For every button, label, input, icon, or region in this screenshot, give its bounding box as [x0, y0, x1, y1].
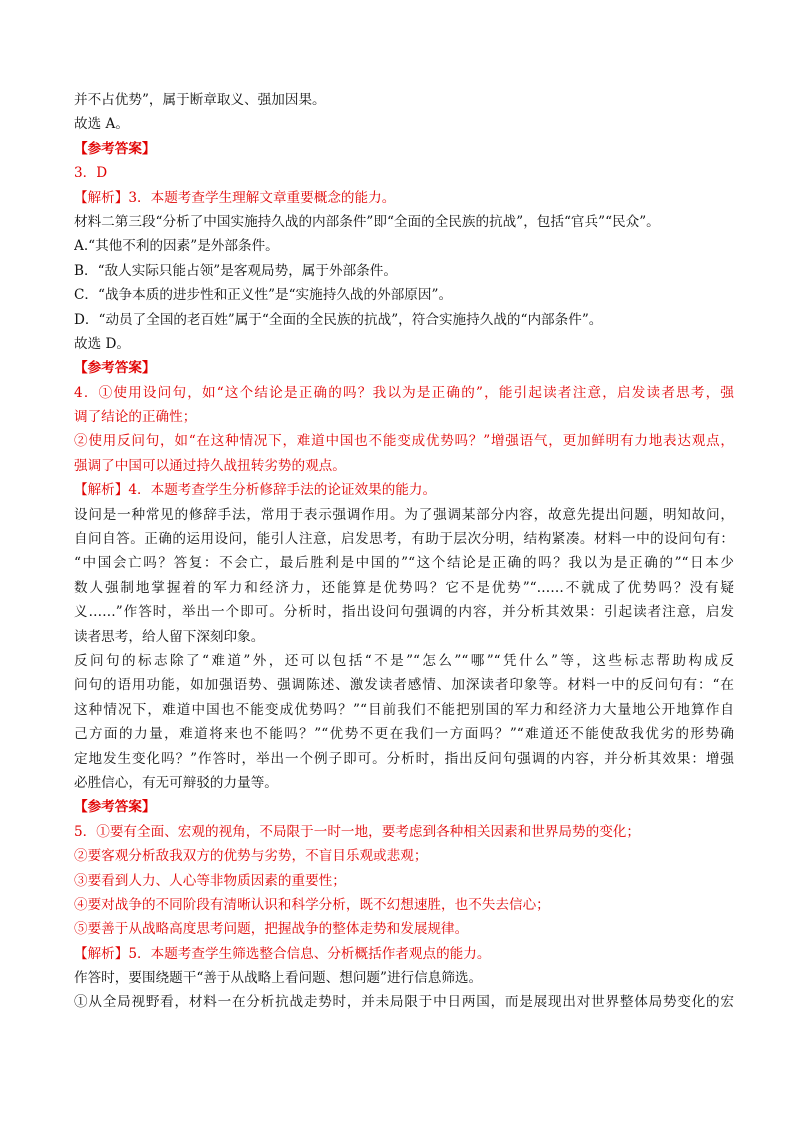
answer-line: ③要看到人力、人心等非物质因素的重要性；	[74, 872, 346, 889]
text-line: 必胜信心，有无可辩驳的力量等。	[74, 774, 278, 791]
text-line: “中国会亡吗？答复：不会亡，最后胜利是中国的”“这个结论是正确的吗？我以为是正确的”“日本少	[74, 555, 734, 572]
text-line: A.“其他不利的因素”是外部条件。	[74, 238, 279, 255]
text-line: 反问句的标志除了“难道”外，还可以包括“不是”“怎么”“哪”“凭什么”等，这些标志帮助构成反	[74, 652, 734, 669]
text-line: 材料二第三段“分析了中国实施持久战的内部条件”即“全面的全民族的抗战”，包括“官兵”“民众”。	[74, 213, 660, 230]
text-line: 故选 A。	[74, 116, 129, 133]
answer-header: 【参考答案】	[74, 360, 156, 377]
text-line: 故选 D。	[74, 335, 131, 352]
answer-line: 调了结论的正确性；	[74, 409, 197, 426]
text-line: 定地发生变化吗？”作答时，举出一个例子即可。分析时，指出反问句强调的内容，并分析其效果：增强	[74, 750, 734, 767]
answer-header: 【参考答案】	[74, 140, 156, 157]
text-line: 读者思考，给人留下深刻印象。	[74, 628, 265, 645]
document-page	[74, 88, 734, 1015]
answer-line: 5．①要有全面、宏观的视角，不局限于一时一地，要考虑到各种相关因素和世界局势的变化；	[74, 823, 640, 840]
answer-line: ⑤要善于从战略高度思考问题，把握战争的整体走势和发展规律。	[74, 921, 469, 938]
text-line: 这种情况下，难道中国也不能变成优势吗？”“目前我们不能把别国的军力和经济力大量地公开地算作自	[74, 701, 734, 718]
answer-line: 4．①使用设问句，如“这个结论是正确的吗？我以为是正确的”，能引起读者注意，启发读者思考，强	[74, 384, 734, 401]
text-line: 自问自答。正确的运用设问，能引人注意，启发思考，有助于层次分明，结构紧凑。材料一中的设问句有：	[74, 531, 734, 548]
text-line: 并不占优势”，属于断章取义、强加因果。	[74, 92, 326, 108]
answer-line: 【解析】5．本题考查学生筛选整合信息、分析概括作者观点的能力。	[74, 945, 491, 962]
text-line: 数人强制地掌握着的军力和经济力，还能算是优势吗？它不是优势”“……不就成了优势吗？没有疑	[74, 579, 734, 596]
text-line: 义……”作答时，举出一个即可。分析时，指出设问句强调的内容，并分析其效果：引起读者注意，启发	[74, 604, 734, 621]
answer-line: ②使用反问句，如“在这种情况下，难道中国也不能变成优势吗？”增强语气，更加鲜明有力地表达观点，	[74, 433, 734, 450]
answer-line: ④要对战争的不同阶段有清晰认识和科学分析，既不幻想速胜，也不失去信心；	[74, 896, 550, 913]
answer-line: 【解析】3．本题考查学生理解文章重要概念的能力。	[74, 189, 396, 206]
answer-line: 【解析】4．本题考查学生分析修辞手法的论证效果的能力。	[74, 482, 437, 499]
answer-line: 3．D	[74, 165, 108, 182]
answer-line: 强调了中国可以通过持久战扭转劣势的观点。	[74, 457, 346, 474]
text-line: 己方面的力量，难道将来也不能吗？”“优势不更在我们一方面吗？”“难道还不能使敌我优劣的形势确	[74, 726, 734, 743]
text-line: 作答时，要围绕题干“善于从战略上看问题、想问题”进行信息筛选。	[74, 970, 483, 987]
text-line: 问句的语用功能，如加强语势、强调陈述、激发读者感情、加深读者印象等。材料一中的反问句有：“在	[74, 677, 734, 694]
text-line: C．“战争本质的进步性和正义性”是“实施持久战的外部原因”。	[74, 287, 453, 304]
answer-header: 【参考答案】	[74, 799, 156, 816]
text-line: B．“敌人实际只能占领”是客观局势，属于外部条件。	[74, 262, 397, 279]
text-line: 设问是一种常见的修辞手法，常用于表示强调作用。为了强调某部分内容，故意先提出问题，明知故问，	[74, 506, 734, 523]
text-line: D．“动员了全国的老百姓”属于“全面的全民族的抗战”，符合实施持久战的“内部条件”。	[74, 311, 603, 328]
text-line: ①从全局视野看，材料一在分析抗战走势时，并未局限于中日两国，而是展现出对世界整体局势变化的宏	[74, 994, 734, 1011]
answer-line: ②要客观分析敌我双方的优势与劣势，不盲目乐观或悲观；	[74, 848, 428, 865]
